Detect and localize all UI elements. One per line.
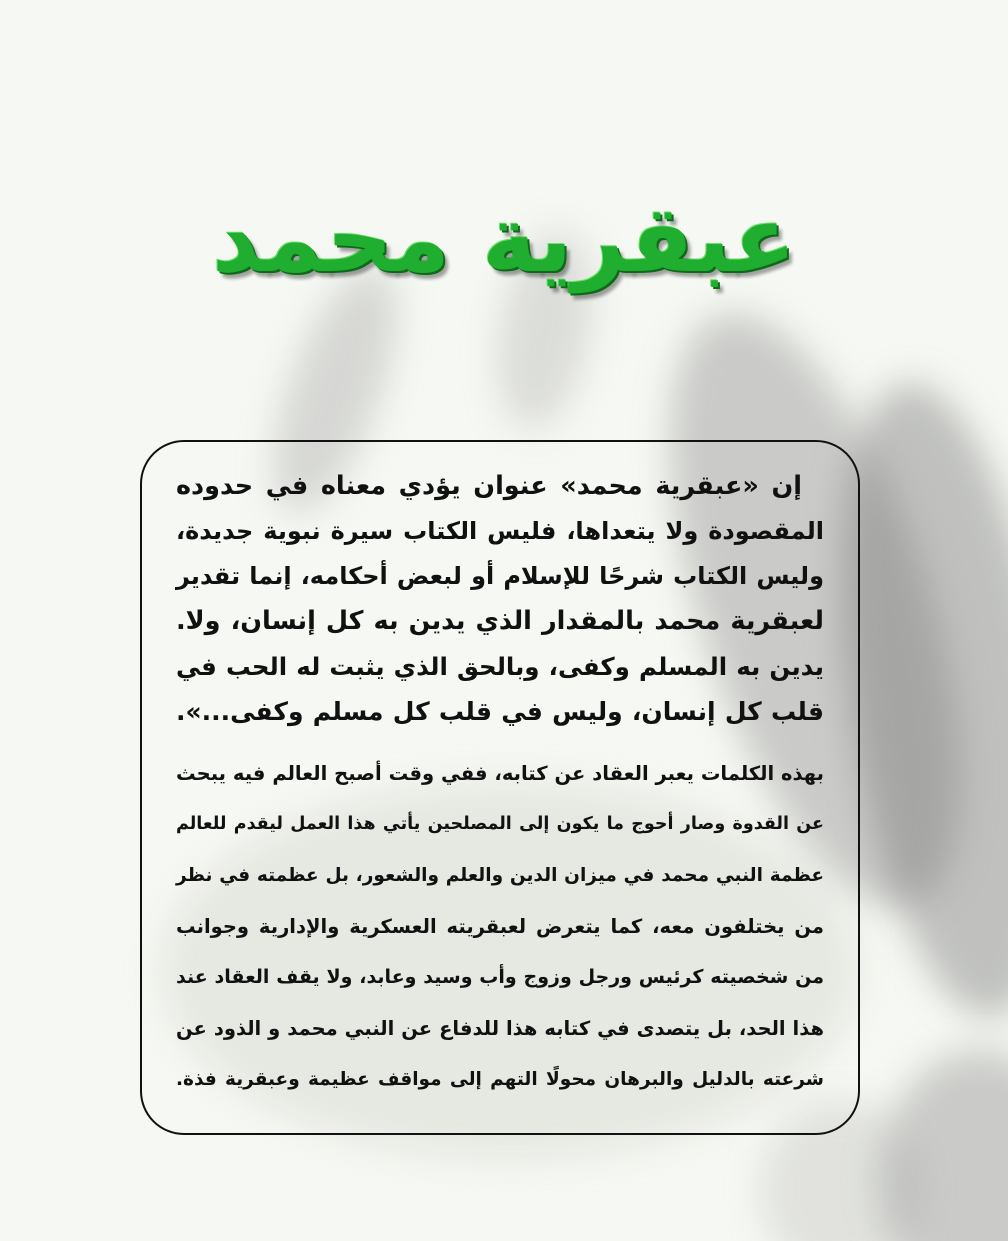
summary-paragraph: [176, 748, 824, 1105]
quote-line: وليس الكتاب شرحًا للإسلام أو لبعض أحكامه، إنما تقدير: [176, 562, 824, 590]
description-box: [140, 440, 860, 1135]
paragraph-line: من شخصيته كرئيس ورجل وزوج وأب وسيد وعابد، ولا يقف العقاد عند: [176, 966, 824, 988]
quote-line: قلب كل إنسان، وليس في قلب كل مسلم وكفى...».: [176, 697, 824, 726]
paragraph-line: هذا الحد، بل يتصدى في كتابه هذا للدفاع عن النبي محمد و الذود عن: [176, 1017, 824, 1040]
quote-line: إن «عبقرية محمد» عنوان يؤدي معناه في حدوده: [176, 471, 802, 501]
quote-line: المقصودة ولا يتعداها، فليس الكتاب سيرة نبوية جديدة،: [176, 517, 824, 545]
quote-line: لعبقرية محمد بالمقدار الذي يدين به كل إنسان، ولا.: [176, 606, 824, 636]
paragraph-line: من يختلفون معه، كما يتعرض لعبقريته العسكرية والإدارية وجوانب: [176, 915, 824, 938]
paragraph-line: شرعته بالدليل والبرهان محولًا التهم إلى مواقف عظيمة وعبقرية فذة.: [176, 1069, 824, 1090]
book-title: عبقرية محمد: [211, 185, 797, 293]
paragraph-line: بهذه الكلمات يعبر العقاد عن كتابه، ففي وقت أصبح العالم فيه يبحث: [176, 762, 824, 785]
paragraph-line: عظمة النبي محمد في ميزان الدين والعلم والشعور، بل عظمته في نظر: [176, 865, 824, 886]
quote-line: يدين به المسلم وكفى، وبالحق الذي يثبت له الحب في: [176, 652, 824, 681]
quote-block: [176, 464, 824, 734]
paragraph-line: عن القدوة وصار أحوج ما يكون إلى المصلحين يأتي هذا العمل ليقدم للعالم: [176, 814, 824, 834]
